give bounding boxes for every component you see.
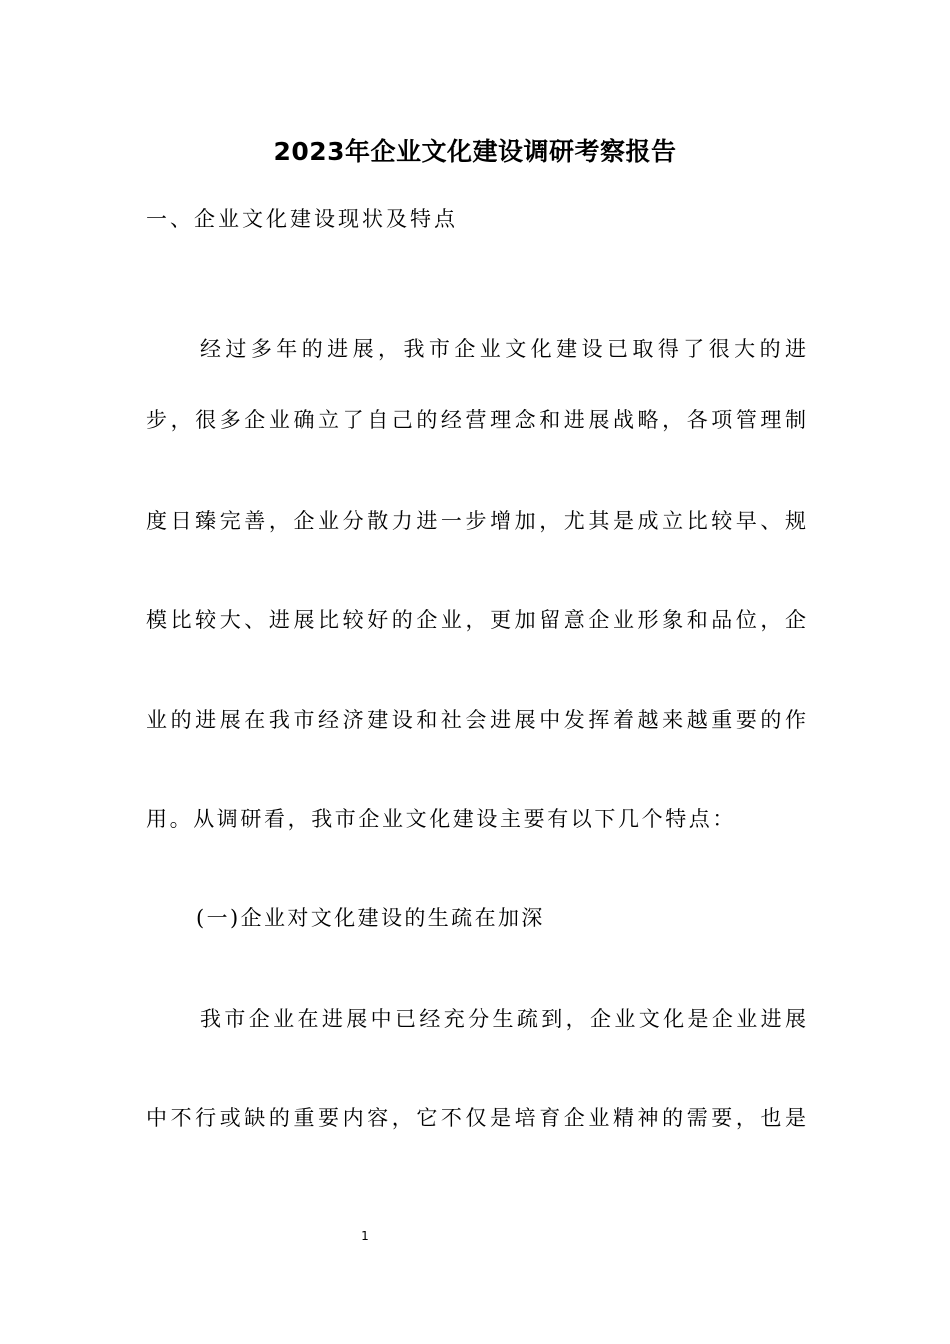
section-heading: 一、企业文化建设现状及特点 xyxy=(146,207,458,231)
page-number: 1 xyxy=(361,1229,369,1243)
paragraph-line: 步，很多企业确立了自己的经营理念和进展战略，各项管理制 xyxy=(146,408,806,432)
subsection-heading: (一)企业对文化建设的生疏在加深 xyxy=(196,906,545,930)
page-title: 2023年企业文化建设调研考察报告 xyxy=(273,137,677,166)
paragraph-line: 经过多年的进展，我市企业文化建设已取得了很大的进 xyxy=(200,337,806,361)
paragraph-line: 模比较大、进展比较好的企业，更加留意企业形象和品位，企 xyxy=(146,608,806,632)
paragraph-line: 度日臻完善，企业分散力进一步增加，尤其是成立比较早、规 xyxy=(146,509,806,533)
paragraph-line: 我市企业在进展中已经充分生疏到，企业文化是企业进展 xyxy=(200,1007,806,1031)
paragraph-line: 业的进展在我市经济建设和社会进展中发挥着越来越重要的作 xyxy=(146,708,806,732)
paragraph-line: 用。从调研看，我市企业文化建设主要有以下几个特点： xyxy=(146,807,736,831)
paragraph-line: 中不行或缺的重要内容，它不仅是培育企业精神的需要，也是 xyxy=(146,1106,806,1130)
